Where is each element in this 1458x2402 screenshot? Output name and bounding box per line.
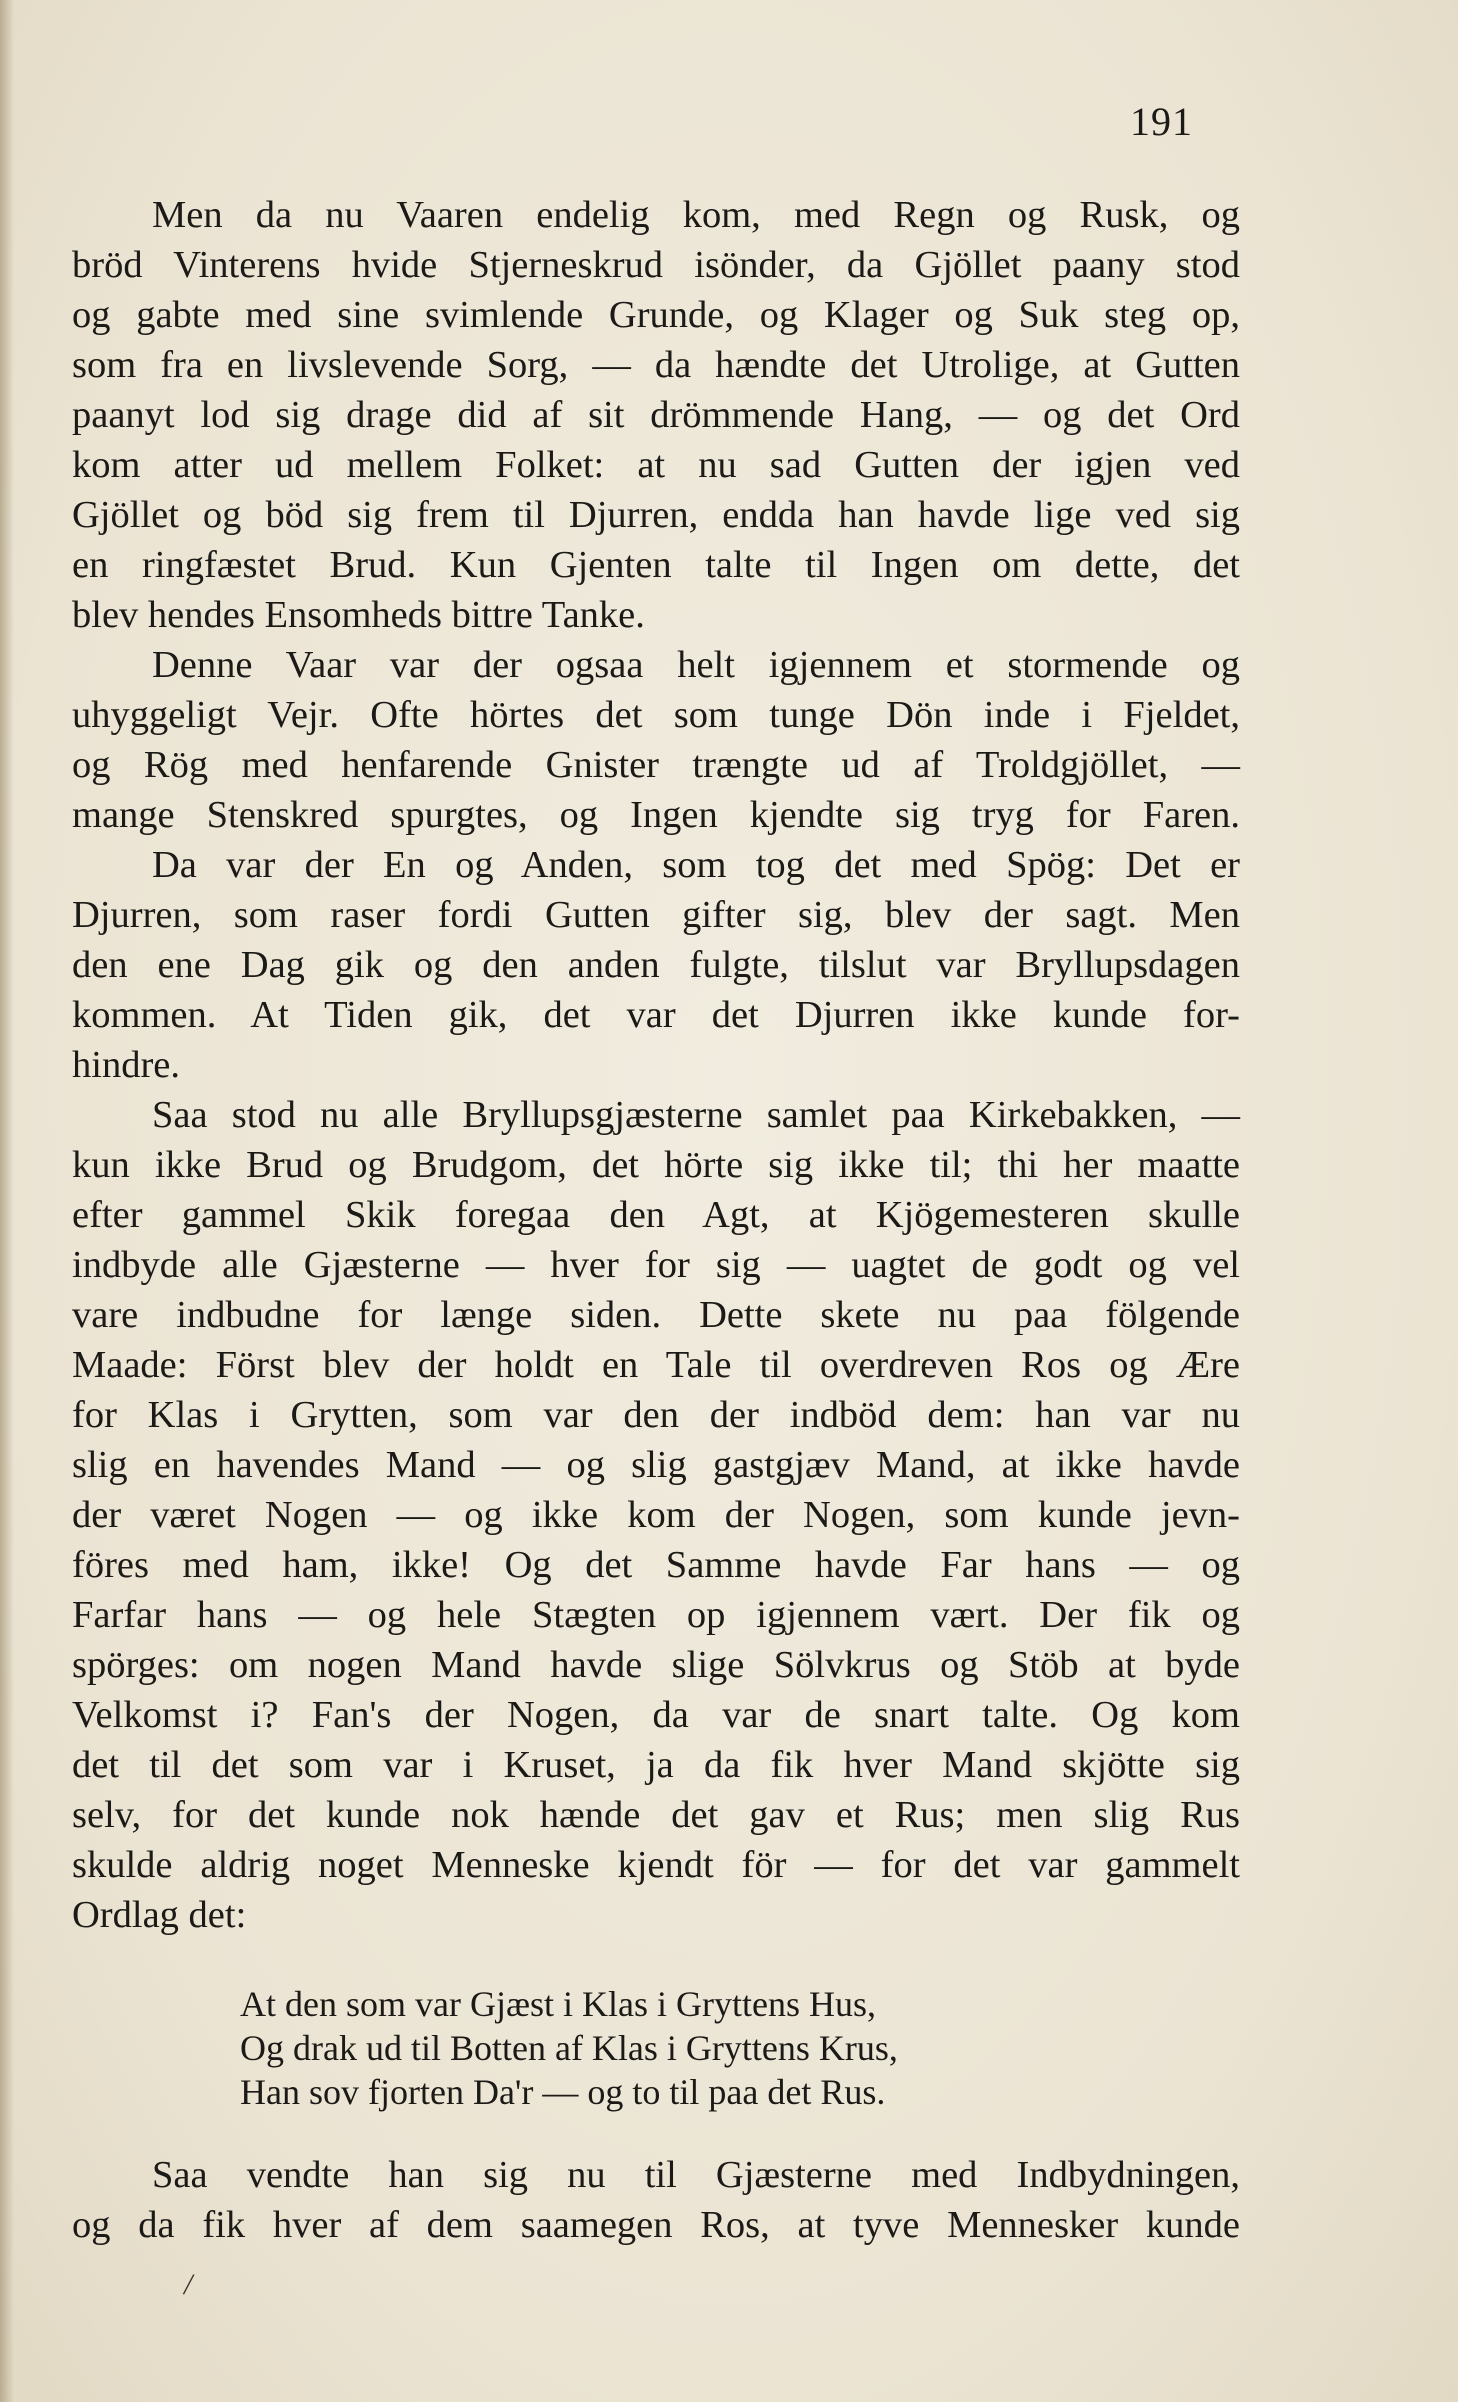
verse-line: At den som var Gjæst i Klas i Gryttens Hus, [240, 1984, 876, 2024]
text-line: Men da nu Vaaren endelig kom, med Regn og Rusk, og [152, 194, 1240, 236]
text-line: som fra en livslevende Sorg, — da hændte det Utrolige, at Gutten [72, 344, 1240, 386]
text-line: den ene Dag gik og den anden fulgte, tilslut var Bryllupsdagen [72, 944, 1240, 986]
text-line: og da fik hver af dem saamegen Ros, at tyve Mennesker kunde [72, 2204, 1240, 2246]
text-line: efter gammel Skik foregaa den Agt, at Kjögemesteren skulle [72, 1194, 1240, 1236]
text-line: Farfar hans — og hele Stægten op igjennem vært. Der fik og [72, 1594, 1240, 1636]
page-number: 191 [1130, 99, 1193, 144]
text-line: blev hendes Ensomheds bittre Tanke. [72, 594, 645, 636]
text-line: og Rög med henfarende Gnister trængte ud af Troldgjöllet, — [72, 744, 1240, 786]
verse-line: Og drak ud til Botten af Klas i Gryttens Krus, [240, 2028, 898, 2068]
verse-line: Han sov fjorten Da'r — og to til paa det Rus. [240, 2072, 886, 2112]
text-line: det til det som var i Kruset, ja da fik hver Mand skjötte sig [72, 1744, 1240, 1786]
text-line: Da var der En og Anden, som tog det med Spög: Det er [152, 844, 1240, 886]
page-edge-shadow [0, 0, 14, 2402]
text-line: Saa stod nu alle Bryllupsgjæsterne samlet paa Kirkebakken, — [152, 1094, 1240, 1136]
text-line: paanyt lod sig drage did af sit drömmende Hang, — og det Ord [72, 394, 1240, 436]
text-line: der været Nogen — og ikke kom der Nogen, som kunde jevn- [72, 1494, 1240, 1536]
text-line: spörges: om nogen Mand havde slige Sölvkrus og Stöb at byde [72, 1644, 1240, 1686]
text-line: kom atter ud mellem Folket: at nu sad Gutten der igjen ved [72, 444, 1240, 486]
text-line: Saa vendte han sig nu til Gjæsterne med Indbydningen, [152, 2154, 1240, 2196]
text-line: kommen. At Tiden gik, det var det Djurren ikke kunde for- [72, 994, 1240, 1036]
text-line: en ringfæstet Brud. Kun Gjenten talte til Ingen om dette, det [72, 544, 1240, 586]
text-line: uhyggeligt Vejr. Ofte hörtes det som tunge Dön inde i Fjeldet, [72, 694, 1240, 736]
text-line: hindre. [72, 1044, 180, 1086]
stray-mark: / [184, 2268, 193, 2301]
text-line: vare indbudne for længe siden. Dette skete nu paa fölgende [72, 1294, 1240, 1336]
text-line: kun ikke Brud og Brudgom, det hörte sig ikke til; thi her maatte [72, 1144, 1240, 1186]
text-line: og gabte med sine svimlende Grunde, og Klager og Suk steg op, [72, 294, 1240, 336]
text-line: indbyde alle Gjæsterne — hver for sig — uagtet de godt og vel [72, 1244, 1240, 1286]
text-line: mange Stenskred spurgtes, og Ingen kjendte sig tryg for Faren. [72, 794, 1240, 836]
text-line: Djurren, som raser fordi Gutten gifter sig, blev der sagt. Men [72, 894, 1240, 936]
text-line: Velkomst i? Fan's der Nogen, da var de snart talte. Og kom [72, 1694, 1240, 1736]
text-line: Maade: Först blev der holdt en Tale til overdreven Ros og Ære [72, 1344, 1240, 1386]
text-line: selv, for det kunde nok hænde det gav et Rus; men slig Rus [72, 1794, 1240, 1836]
text-line: for Klas i Grytten, som var den der indböd dem: han var nu [72, 1394, 1240, 1436]
text-line: skulde aldrig noget Menneske kjendt för — for det var gammelt [72, 1844, 1240, 1886]
text-line: Ordlag det: [72, 1894, 247, 1936]
text-line: bröd Vinterens hvide Stjerneskrud isönder, da Gjöllet paany stod [72, 244, 1240, 286]
text-line: föres med ham, ikke! Og det Samme havde Far hans — og [72, 1544, 1240, 1586]
text-line: Denne Vaar var der ogsaa helt igjennem et stormende og [152, 644, 1240, 686]
text-line: Gjöllet og böd sig frem til Djurren, endda han havde lige ved sig [72, 494, 1240, 536]
text-line: slig en havendes Mand — og slig gastgjæv Mand, at ikke havde [72, 1444, 1240, 1486]
